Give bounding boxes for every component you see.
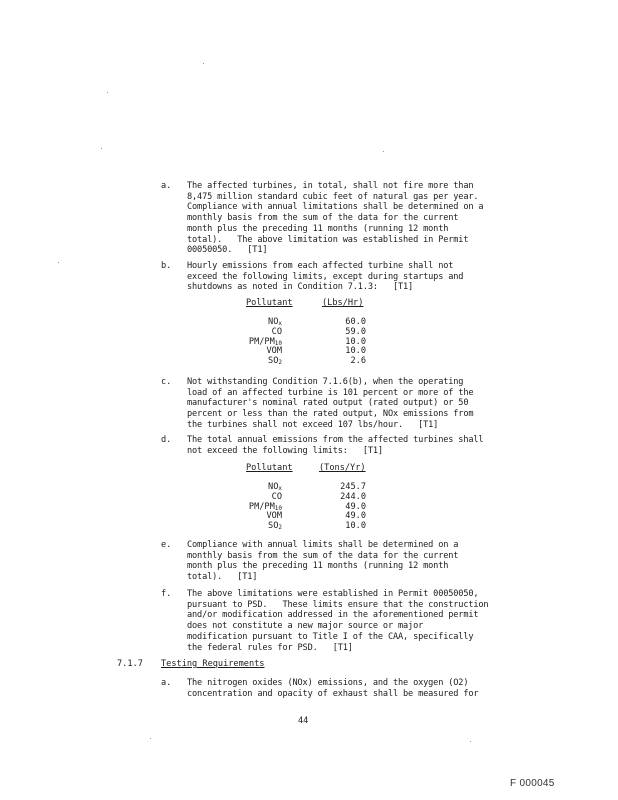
value-cell: 244.0 (340, 491, 366, 502)
text-line: Hourly emissions from each affected turbine shall not (187, 261, 454, 271)
text-line: 8,475 million standard cubic feet of natural gas per year. (187, 191, 479, 202)
scan-speck (58, 262, 59, 263)
table-header (230, 463, 390, 474)
text-line: total). [T1] (187, 572, 258, 583)
condition-item (161, 377, 531, 431)
text-line: 00050050. [T1] (187, 245, 268, 256)
item-marker: b. (161, 261, 172, 271)
table-row (230, 356, 390, 366)
table-rows (230, 317, 390, 366)
item-text (187, 261, 531, 293)
pollutant-subscript: 10 (274, 339, 282, 347)
item-text (187, 678, 531, 699)
text-line: month plus the preceding 11 months (running 12 month (187, 561, 449, 572)
text-line: shutdowns as noted in Condition 7.1.3: [T1] (187, 282, 414, 293)
pollutant-cell (268, 356, 282, 369)
col-units-header: (Tons/Yr) (319, 463, 366, 473)
condition-item (161, 678, 531, 699)
text-line: Compliance with annual limits shall be determined on a (187, 540, 459, 550)
annual-emissions-table (230, 463, 390, 531)
value-cell: 10.0 (345, 521, 366, 532)
text-line: The total annual emissions from the affected turbines shall (187, 435, 484, 445)
pollutant-cell (268, 521, 282, 534)
item-marker: f. (161, 589, 172, 599)
text-line: The nitrogen oxides (NOx) emissions, and the oxygen (O2) (187, 678, 469, 688)
text-line: modification pursuant to Title I of the CAA, specifically (187, 631, 474, 642)
item-marker: e. (161, 540, 172, 550)
table-row (230, 337, 390, 347)
item-marker: a. (161, 678, 172, 688)
text-line: manufacturer's nominal rated output (rated output) or 50 (187, 398, 469, 409)
pollutant-name: VOM (266, 346, 282, 357)
value-cell: 49.0 (345, 511, 366, 522)
text-line: the turbines shall not exceed 107 lbs/hour. [T1] (187, 419, 439, 430)
text-line: the federal rules for PSD. [T1] (187, 642, 353, 653)
table-row (230, 327, 390, 337)
value-cell: 10.0 (345, 336, 366, 347)
item-text (187, 181, 531, 256)
pollutant-subscript: 10 (274, 504, 282, 512)
text-line: The above limitations were established in Permit 00050050, (187, 589, 479, 599)
text-line: monthly basis from the sum of the data for the current (187, 213, 459, 224)
text-line: concentration and opacity of exhaust shall be measured for (187, 688, 479, 699)
value-cell: 49.0 (345, 501, 366, 512)
item-marker: a. (161, 181, 172, 191)
text-line: pursuant to PSD. These limits ensure that the construction (187, 599, 489, 610)
item-marker: c. (161, 377, 172, 387)
pollutant-subscript: 2 (278, 359, 282, 367)
item-text (187, 540, 531, 583)
pollutant-subscript: x (278, 320, 282, 327)
pollutant-name: PM/PM (248, 336, 275, 347)
value-cell: 60.0 (345, 317, 366, 327)
pollutant-name: NO (268, 317, 279, 327)
table-row (230, 502, 390, 512)
scan-speck (107, 92, 108, 93)
pollutant-name: PM/PM (248, 501, 275, 512)
text-line: monthly basis from the sum of the data for the current (187, 550, 459, 561)
text-line: and/or modification addressed in the aforementioned permit (187, 610, 479, 621)
table-row (230, 317, 390, 327)
item-marker: d. (161, 435, 172, 445)
scan-speck (101, 148, 102, 149)
table-rows (230, 482, 390, 531)
condition-item (161, 261, 531, 293)
section-title: Testing Requirements (161, 659, 265, 669)
section-number: 7.1.7 (117, 659, 143, 669)
table-row (230, 482, 390, 492)
pollutant-subscript: x (278, 485, 282, 492)
pollutant-name: NO (268, 482, 279, 492)
text-line: month plus the preceding 11 months (running 12 month (187, 223, 449, 234)
pollutant-name: VOM (266, 511, 282, 522)
pollutant-name: SO (268, 521, 279, 532)
text-line: not exceed the following limits: [T1] (187, 445, 383, 456)
text-line: total). The above limitation was established in Permit (187, 234, 469, 245)
col-units-header: (Lbs/Hr) (322, 298, 364, 308)
table-row (230, 511, 390, 521)
pollutant-subscript: 2 (278, 524, 282, 532)
pollutant-name: CO (271, 491, 282, 502)
text-line: Compliance with annual limitations shall be determined on a (187, 202, 484, 213)
page-number: 44 (298, 716, 309, 726)
value-cell: 10.0 (345, 346, 366, 357)
table-row (230, 346, 390, 356)
item-text (187, 589, 531, 653)
text-line: exceed the following limits, except during startups and (187, 271, 464, 282)
table-row (230, 521, 390, 531)
text-line: percent or less than the rated output, NOx emissions from (187, 409, 474, 420)
text-line: The affected turbines, in total, shall not fire more than (187, 181, 474, 191)
pollutant-name: CO (271, 326, 282, 337)
condition-item (161, 181, 531, 256)
text-line: Not withstanding Condition 7.1.6(b), when the operating (187, 377, 464, 387)
table-row (230, 492, 390, 502)
scan-speck (203, 63, 204, 64)
hourly-emissions-table (230, 298, 390, 366)
col-pollutant-header: Pollutant (246, 463, 293, 473)
scan-speck (383, 151, 384, 152)
value-cell: 59.0 (345, 326, 366, 337)
condition-item (161, 435, 531, 456)
value-cell: 2.6 (350, 356, 366, 367)
text-line: does not constitute a new major source or major (187, 621, 424, 632)
text-line: load of an affected turbine is 101 percent or more of the (187, 387, 474, 398)
value-cell: 245.7 (340, 482, 366, 492)
condition-item (161, 540, 531, 583)
bates-stamp: F 000045 (510, 778, 555, 789)
item-text (187, 377, 531, 431)
table-header (230, 298, 390, 309)
col-pollutant-header: Pollutant (246, 298, 293, 308)
condition-item (161, 589, 531, 653)
item-text (187, 435, 531, 456)
scan-speck (150, 738, 151, 739)
scan-speck (470, 741, 471, 742)
pollutant-name: SO (268, 356, 279, 367)
